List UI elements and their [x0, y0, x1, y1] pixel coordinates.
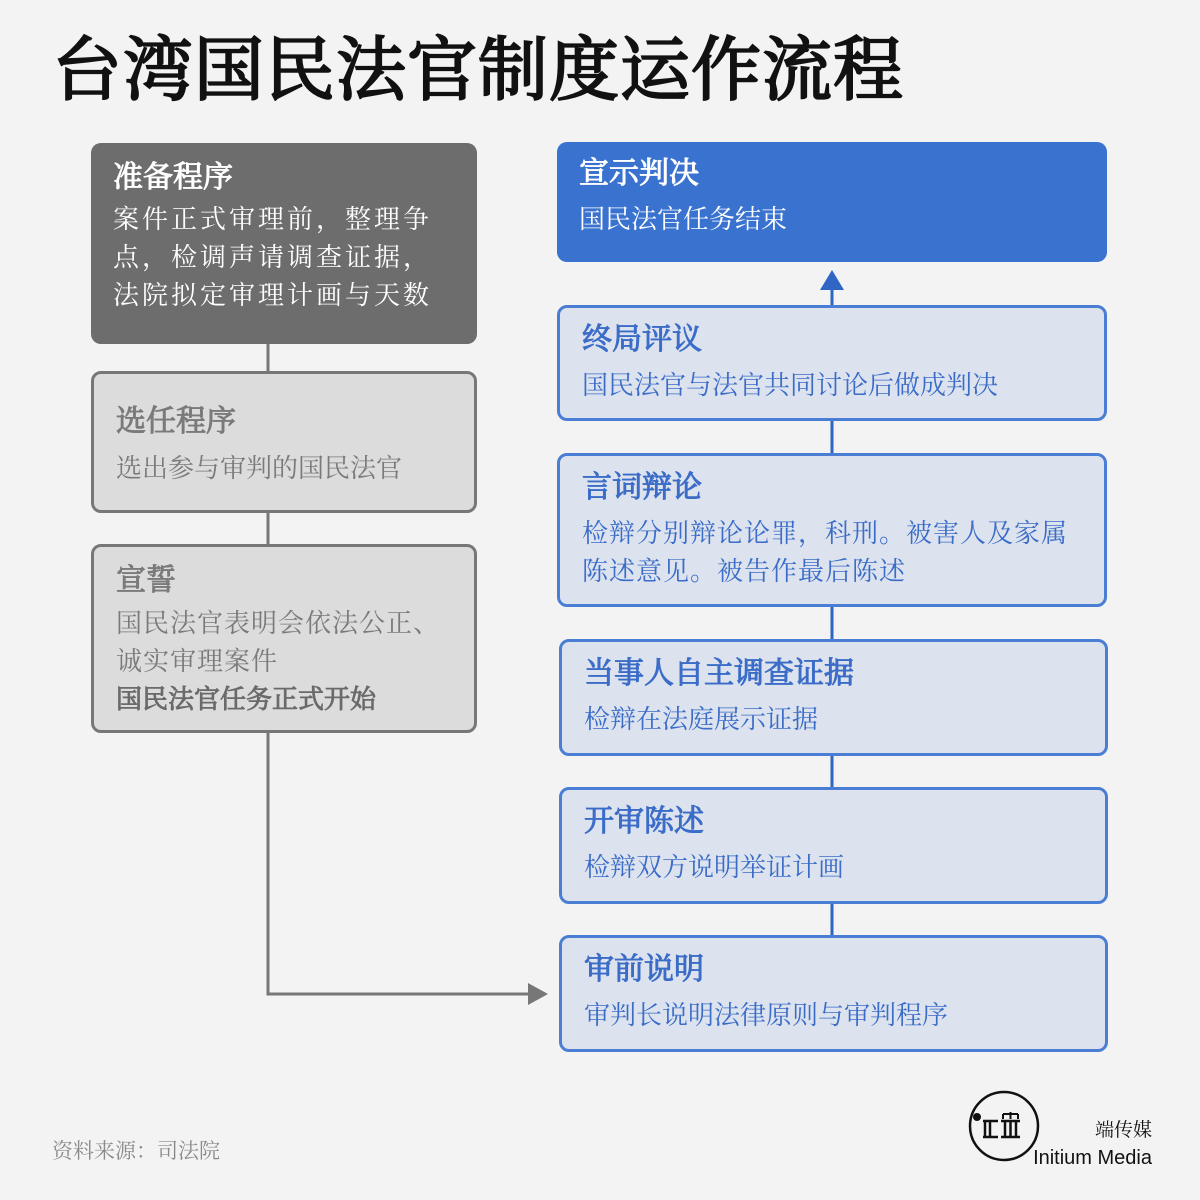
- step-deliberation-desc: 国民法官与法官共同讨论后做成判决: [582, 371, 999, 401]
- step-oath-desc: 国民法官表明会依法公正、诚实审理案件: [116, 609, 441, 677]
- source-note: 资料来源：司法院: [52, 1139, 220, 1163]
- step-verdict-title: 宣示判决: [579, 156, 699, 191]
- brand-name-cn: 端传媒: [1094, 1120, 1152, 1141]
- step-argument-desc: 检辩分别辩论论罪，科刑。被害人及家属陈述意见。被告作最后陈述: [582, 519, 1069, 587]
- step-argument: [557, 453, 1107, 607]
- step-evidence: [559, 639, 1108, 756]
- step-pretrial-title: 审前说明: [584, 952, 704, 987]
- step-preparation-desc: 案件正式审理前，整理争点，检调声请调查证据，法院拟定审理计画与天数: [113, 205, 433, 311]
- step-opening-title: 开审陈述: [584, 804, 704, 839]
- arrowhead-to-pretrial: [528, 983, 548, 1005]
- step-oath: [91, 544, 477, 733]
- step-deliberation: [557, 305, 1107, 421]
- step-argument-title: 言词辩论: [582, 470, 702, 505]
- brand-name-en: Initium Media: [1033, 1147, 1152, 1169]
- page-title: 台湾国民法官制度运作流程: [52, 29, 904, 111]
- step-evidence-title: 当事人自主调查证据: [584, 656, 854, 691]
- step-evidence-desc: 检辩在法庭展示证据: [584, 705, 819, 735]
- connector-oath-to-pretrial: [268, 733, 528, 994]
- step-selection-desc: 选出参与审判的国民法官: [116, 454, 403, 484]
- step-opening-desc: 检辩双方说明举证计画: [584, 853, 845, 883]
- step-selection: [91, 371, 477, 513]
- arrowhead-to-verdict: [820, 270, 844, 290]
- step-opening: [559, 787, 1108, 904]
- step-pretrial: [559, 935, 1108, 1052]
- step-verdict-desc: 国民法官任务结束: [579, 205, 788, 235]
- initium-logo-icon: [968, 1090, 1040, 1162]
- step-preparation-title: 准备程序: [113, 160, 233, 195]
- step-pretrial-desc: 审判长说明法律原则与审判程序: [584, 1001, 949, 1031]
- brand-block: [1033, 1118, 1152, 1172]
- step-deliberation-title: 终局评议: [582, 322, 702, 357]
- step-oath-desc-bold: 国民法官任务正式开始: [116, 685, 377, 715]
- step-preparation: [91, 143, 477, 344]
- step-selection-title: 选任程序: [116, 404, 236, 439]
- step-verdict: [557, 142, 1107, 262]
- step-oath-title: 宣誓: [116, 563, 176, 598]
